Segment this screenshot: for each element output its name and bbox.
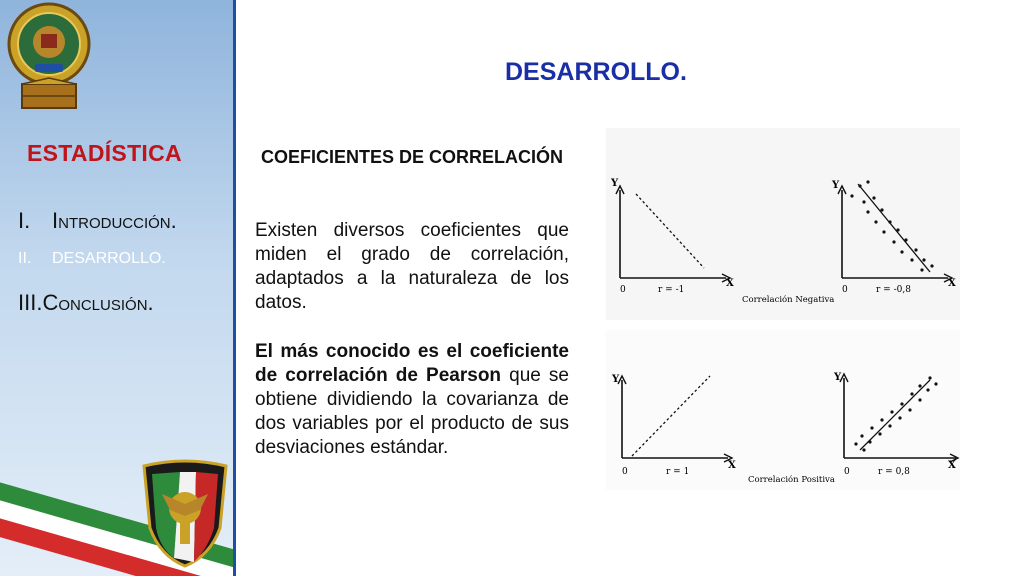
axis-y-label: Y [832, 180, 840, 191]
negative-correlation-panel [606, 128, 960, 320]
outline-item-desarrollo[interactable]: II. DESARROLLO. [18, 250, 166, 267]
origin-label: 0 [842, 285, 848, 295]
r-label-positive-strong: r = 0,8 [878, 467, 910, 477]
positive-correlation-diagram [606, 330, 960, 490]
axis-y-label: Y [612, 374, 620, 385]
plot-negative-perfect [610, 178, 734, 295]
caption-negative: Correlación Negativa [742, 295, 835, 305]
positive-correlation-panel [606, 330, 960, 490]
origin-label: 0 [622, 467, 628, 477]
outline-item-introduccion[interactable]: I. Introducción. [18, 208, 177, 233]
axis-y-label: Y [611, 178, 619, 189]
plot-negative-strong [831, 180, 956, 295]
paragraph-pearson [255, 340, 569, 460]
perfect-positive-line [632, 376, 710, 456]
section-heading: COEFICIENTES DE CORRELACIÓN [260, 147, 564, 167]
institution-seal-icon [6, 2, 92, 114]
axis-x-label: X [948, 460, 956, 471]
r-label-positive-perfect: r = 1 [666, 467, 690, 477]
regression-line-negative [858, 184, 930, 272]
plot-positive-perfect [611, 374, 736, 477]
origin-label: 0 [620, 285, 626, 295]
pearson-highlight: El más conocido es el coeficiente de correlación de Pearson [255, 341, 569, 386]
origin-label: 0 [844, 467, 850, 477]
subject-title: ESTADÍSTICA [27, 140, 182, 166]
axis-x-label: X [726, 278, 734, 289]
regression-line-positive [860, 380, 930, 450]
negative-correlation-diagram [606, 128, 960, 320]
military-shield-icon [140, 458, 230, 570]
axis-y-label: Y [834, 372, 842, 383]
axis-x-label: X [728, 460, 736, 471]
r-label-negative-strong: r = -0,8 [876, 285, 911, 295]
plot-positive-strong [833, 372, 958, 477]
outline-item-conclusion[interactable]: III.Conclusión. [18, 290, 154, 315]
outline-menu [18, 208, 228, 316]
axis-x-label: X [948, 278, 956, 289]
pearson-explanation: que se obtiene dividiendo la covarianza de dos variables por el producto de sus desviaciones estándar. [255, 365, 570, 458]
paragraph-intro: Existen diversos coeficientes que miden el grado de correlación, adaptados a la naturaleza de los datos. [255, 220, 569, 313]
perfect-negative-line [636, 194, 704, 268]
r-label-negative-perfect: r = -1 [658, 285, 685, 295]
caption-positive: Correlación Positiva [748, 475, 835, 485]
page-title: DESARROLLO. [505, 58, 687, 86]
sidebar [0, 0, 236, 576]
